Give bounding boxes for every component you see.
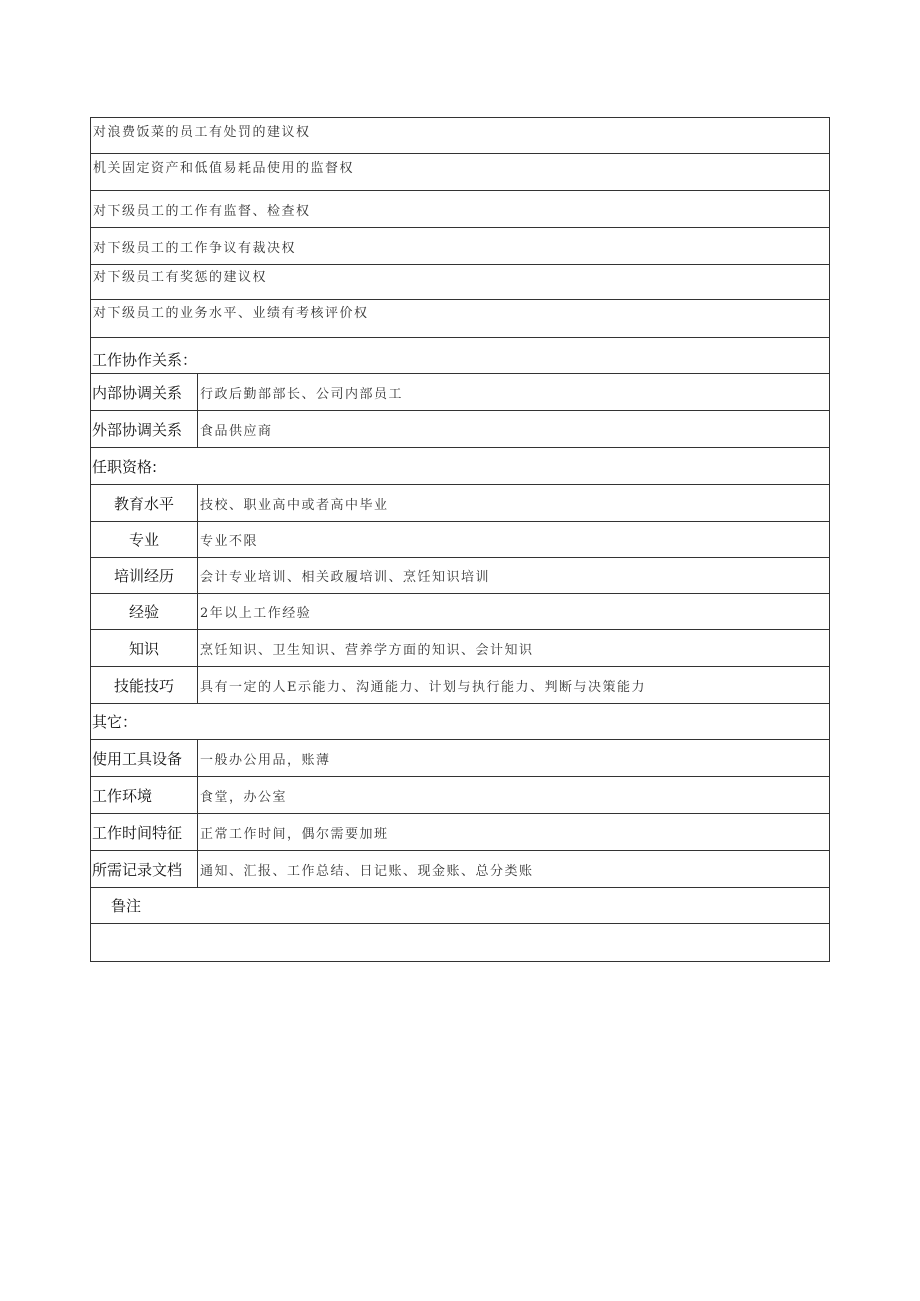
authority-row (90, 154, 830, 191)
cooperation-row-internal (90, 374, 830, 411)
field-value: 2年以上工作经验 (200, 606, 312, 621)
field-label: 教育水平 (91, 485, 198, 521)
field-value: 行政后勤部部长、公司内部员工 (200, 386, 404, 402)
authority-text: 对下级员工的工作有监督、检查权 (93, 203, 311, 219)
field-label: 知识 (91, 630, 198, 666)
remarks-content-row (90, 924, 830, 962)
authority-row (90, 191, 830, 228)
field-label: 专业 (91, 522, 198, 557)
authority-text: 对下级员工的工作争议有裁决权 (93, 240, 297, 256)
other-row (90, 851, 830, 888)
authority-text: 机关固定资产和低值易耗品使用的监督权 (93, 161, 355, 176)
field-value: 烹饪知识、卫生知识、营养学方面的知识、会计知识 (200, 642, 534, 658)
qualification-row (90, 522, 830, 558)
qualification-row (90, 630, 830, 667)
field-value: 食品供应商 (200, 423, 273, 439)
qualification-row (90, 667, 830, 704)
field-label: 培训经历 (91, 558, 198, 593)
field-value: 正常工作时间，偶尔需要加班 (200, 826, 389, 842)
section-title-other (90, 704, 830, 740)
field-value: 专业不限 (200, 534, 259, 549)
qualification-row (90, 594, 830, 630)
field-label: 外部协调关系 (91, 411, 198, 447)
authority-row (90, 117, 830, 154)
authority-row (90, 228, 830, 265)
qualification-row (90, 485, 830, 522)
field-value: 食堂，办公室 (200, 789, 288, 805)
authority-row (90, 265, 830, 300)
field-label: 工作环境 (91, 777, 198, 813)
field-label: 所需记录文档 (91, 851, 198, 887)
authority-text: 对下级员工的业务水平、业绩有考核评价权 (93, 306, 369, 321)
other-row (90, 814, 830, 851)
other-row (90, 777, 830, 814)
field-value: 会计专业培训、相关政履培训、烹饪知识培训 (200, 570, 491, 585)
remarks-title-row (90, 888, 830, 924)
field-value: 具有一定的人E示能力、沟通能力、计划与执行能力、判断与决策能力 (200, 679, 646, 695)
field-value: 技校、职业高中或者高中毕业 (200, 497, 389, 513)
section-heading: 其它： (92, 713, 138, 731)
section-heading: 任职资格: (92, 457, 158, 476)
field-label: 工作时间特征 (91, 814, 198, 850)
remarks-heading: 鲁注 (111, 897, 142, 915)
authority-text: 对浪费饭菜的员工有处罚的建议权 (93, 125, 311, 140)
section-title-qualifications (90, 448, 830, 485)
field-label: 技能技巧 (91, 667, 198, 703)
field-label: 经验 (91, 594, 198, 629)
field-label: 内部协调关系 (91, 374, 198, 410)
field-label: 使用工具设备 (91, 740, 198, 776)
section-heading: 工作协作关系： (92, 351, 198, 369)
authority-row (90, 300, 830, 338)
qualification-row (90, 558, 830, 594)
cooperation-row-external (90, 411, 830, 448)
field-value: 通知、汇报、工作总结、日记账、现金账、总分类账 (200, 863, 534, 879)
authority-text: 对下级员工有奖惩的建议权 (93, 270, 268, 285)
job-description-table (90, 117, 830, 962)
section-title-cooperation (90, 338, 830, 374)
field-value: 一般办公用品，账薄 (200, 752, 331, 768)
other-row (90, 740, 830, 777)
